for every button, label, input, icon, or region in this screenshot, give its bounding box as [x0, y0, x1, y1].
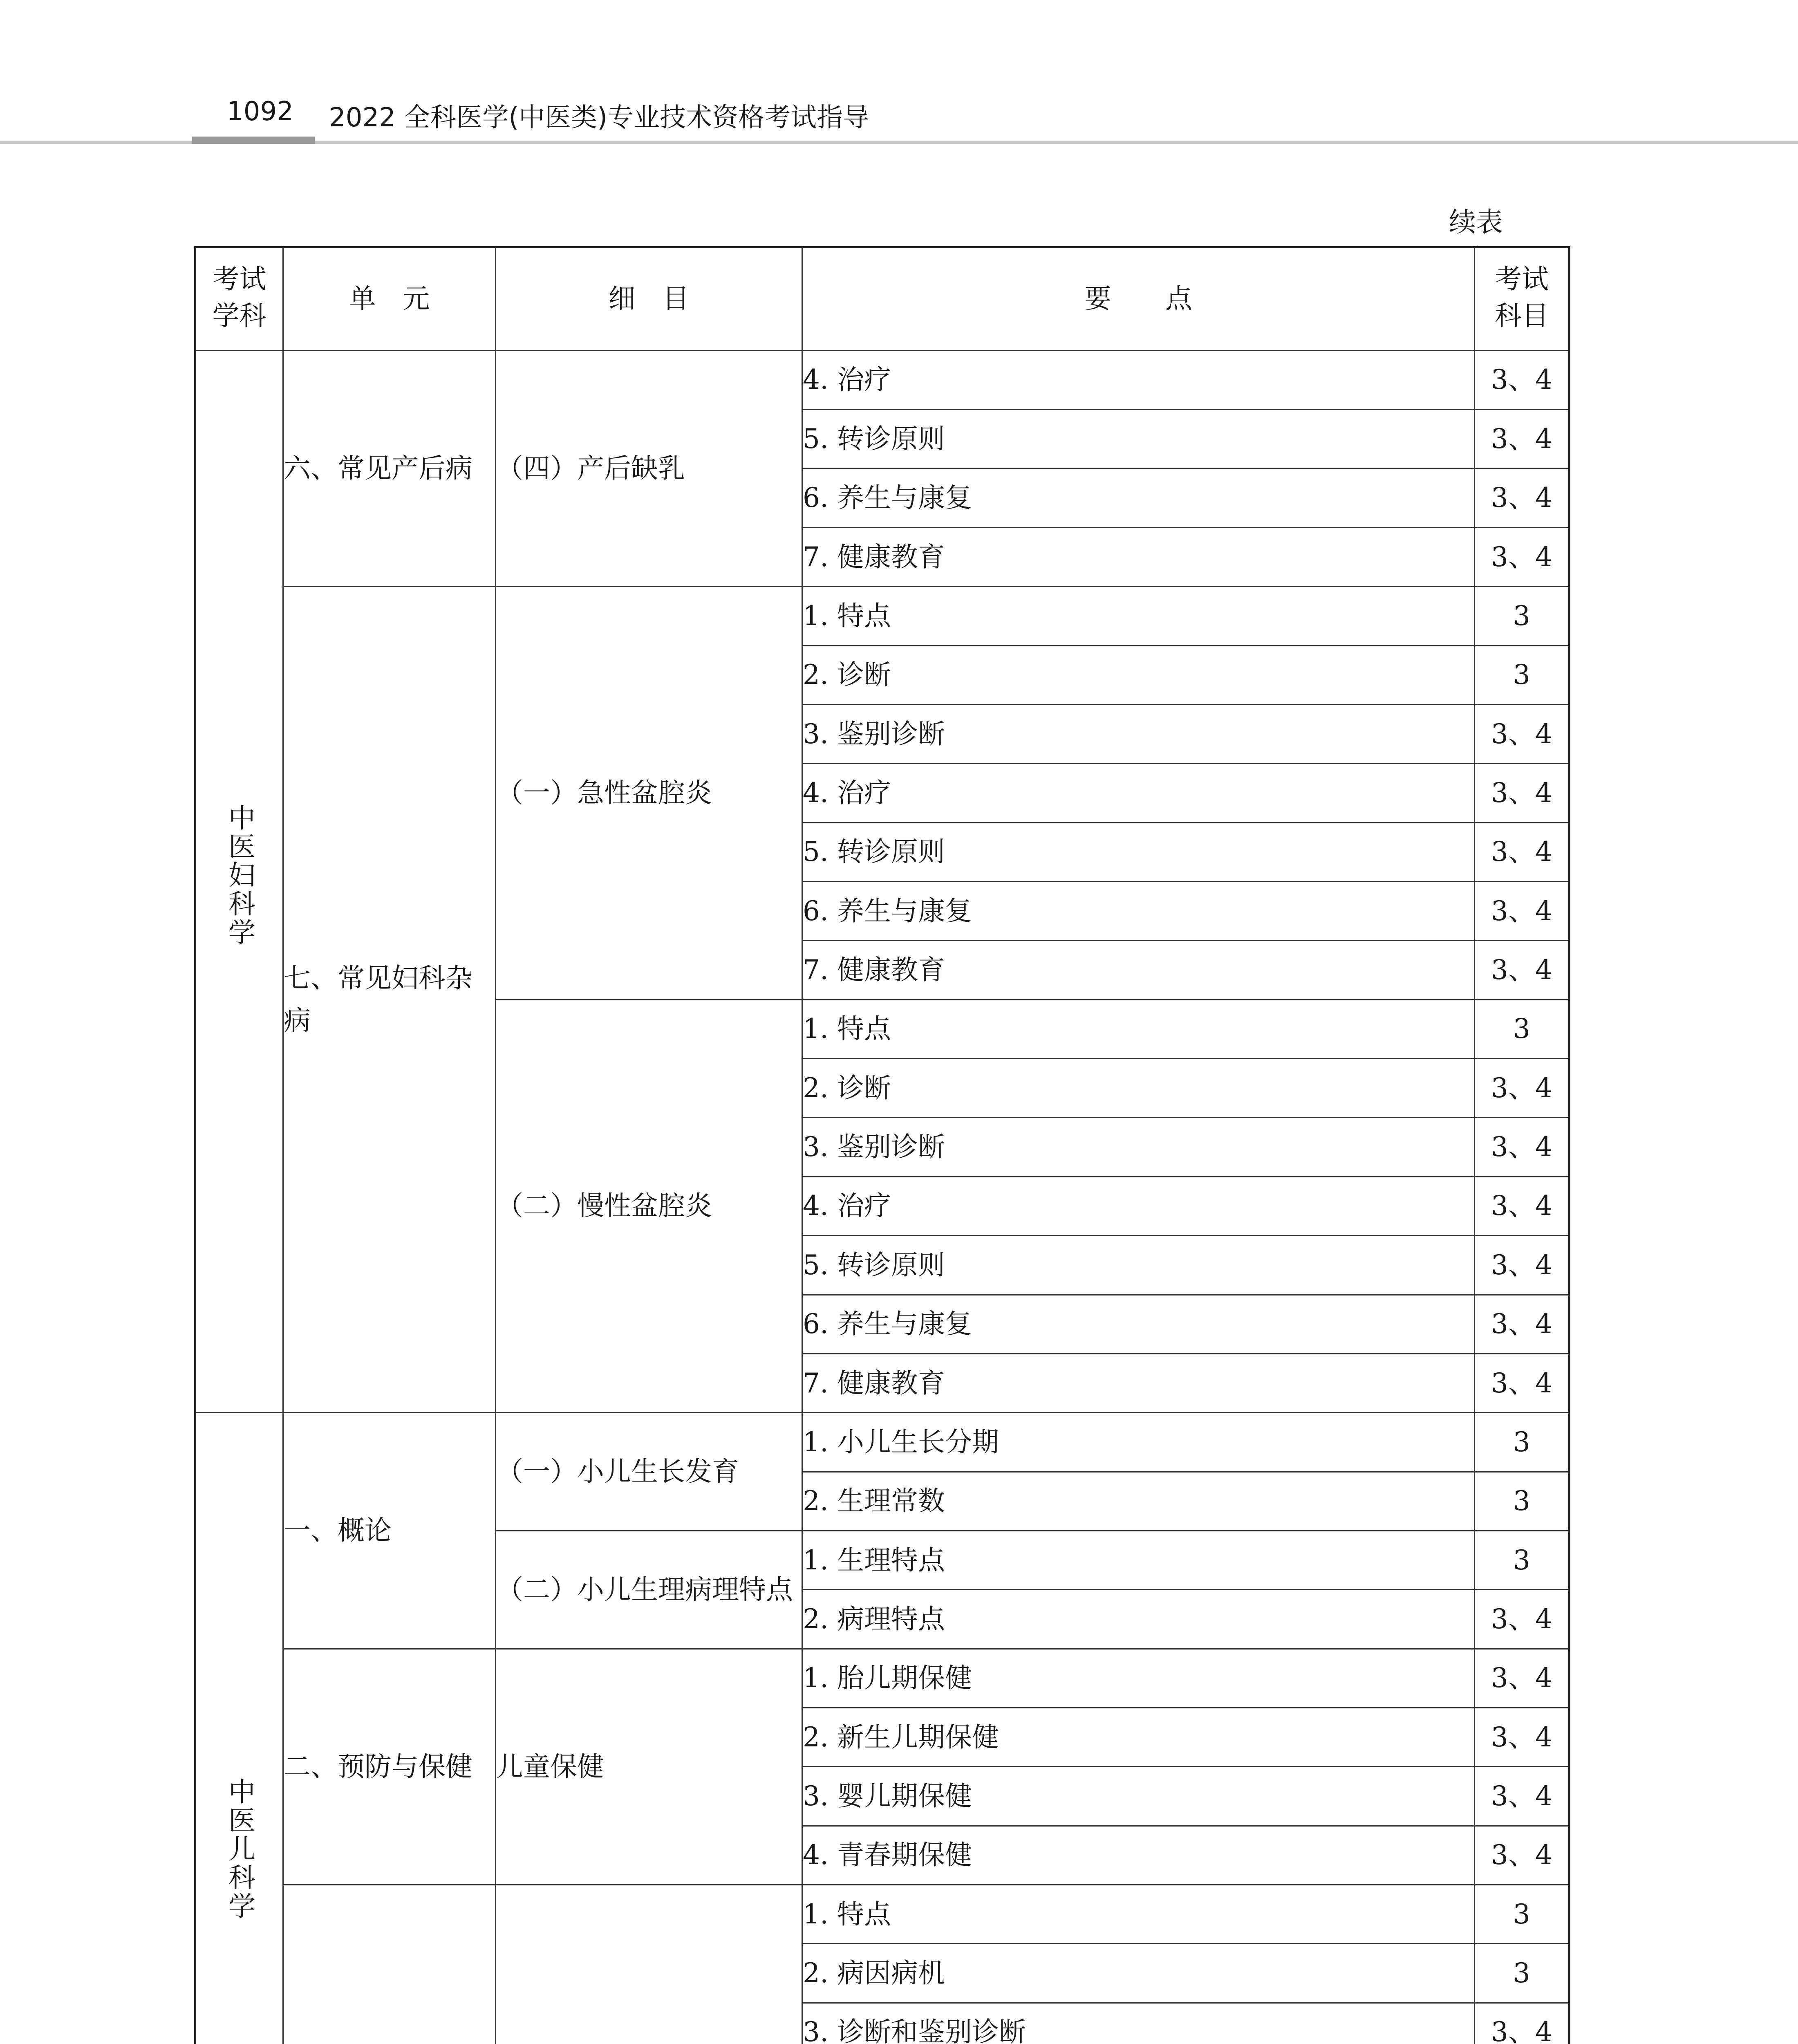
exam-code-cell: 3	[1475, 1531, 1570, 1589]
header-cell-detail: 细 目	[496, 247, 802, 351]
exam-code-cell: 3、4	[1475, 1059, 1570, 1118]
exam-code-cell: 3、4	[1475, 527, 1570, 586]
header-cell-unit: 单 元	[283, 247, 496, 351]
exam-code-cell: 3、4	[1475, 1177, 1570, 1235]
point-cell: 5. 转诊原则	[802, 410, 1475, 468]
point-cell: 1. 特点	[802, 587, 1475, 645]
page-header	[0, 0, 1798, 155]
point-cell: 3. 婴儿期保健	[802, 1767, 1475, 1826]
point-cell: 1. 胎儿期保健	[802, 1649, 1475, 1708]
exam-code-cell: 3、4	[1475, 1767, 1570, 1826]
table-row	[195, 350, 1570, 409]
detail-cell: 儿童保健	[496, 1649, 802, 1885]
subject-cell	[195, 350, 283, 1412]
exam-code-cell: 3、4	[1475, 1708, 1570, 1767]
exam-code-cell: 3	[1475, 1944, 1570, 2003]
exam-code-cell: 3、4	[1475, 468, 1570, 527]
point-cell: 4. 治疗	[802, 764, 1475, 823]
header-cell-subject	[195, 247, 283, 351]
point-cell: 7. 健康教育	[802, 527, 1475, 586]
exam-code-cell: 3、4	[1475, 823, 1570, 881]
detail-cell: （二）小儿生理病理特点	[496, 1531, 802, 1649]
detail-cell: （一）急性盆腔炎	[496, 587, 802, 1000]
header-cell-code	[1475, 247, 1570, 351]
point-cell: 4. 青春期保健	[802, 1826, 1475, 1885]
exam-code-cell: 3、4	[1475, 2003, 1570, 2044]
point-cell: 7. 健康教育	[802, 1354, 1475, 1412]
unit-cell: 二、预防与保健	[283, 1649, 496, 1885]
point-cell: 5. 转诊原则	[802, 1236, 1475, 1295]
detail-cell: （一）小儿生长发育	[496, 1413, 802, 1531]
table-row	[195, 1413, 1570, 1472]
exam-code-cell: 3、4	[1475, 1354, 1570, 1412]
detail-cell: （二）慢性盆腔炎	[496, 1000, 802, 1413]
point-cell: 4. 治疗	[802, 350, 1475, 409]
point-cell: 6. 养生与康复	[802, 881, 1475, 940]
exam-code-cell: 3、4	[1475, 704, 1570, 763]
exam-code-cell: 3	[1475, 1413, 1570, 1472]
table-row	[195, 587, 1570, 645]
point-cell: 3. 鉴别诊断	[802, 704, 1475, 763]
continued-label: 续表	[1449, 206, 1503, 238]
unit-cell: 七、常见妇科杂病	[283, 587, 496, 1413]
header-row	[195, 247, 1570, 351]
point-cell: 2. 诊断	[802, 1059, 1475, 1118]
unit-cell	[283, 1885, 496, 2044]
unit-cell: 六、常见产后病	[283, 350, 496, 586]
exam-code-cell: 3	[1475, 587, 1570, 645]
exam-code-cell: 3、4	[1475, 1295, 1570, 1354]
exam-code-cell: 3、4	[1475, 1649, 1570, 1708]
point-cell: 1. 生理特点	[802, 1531, 1475, 1589]
point-cell: 1. 特点	[802, 1000, 1475, 1058]
exam-code-cell: 3、4	[1475, 941, 1570, 1000]
exam-code-cell: 3、4	[1475, 1826, 1570, 1885]
detail-cell: （四）产后缺乳	[496, 350, 802, 586]
exam-code-cell: 3、4	[1475, 1590, 1570, 1649]
exam-code-cell: 3、4	[1475, 881, 1570, 940]
page-number: 1092	[227, 96, 293, 127]
point-cell: 1. 特点	[802, 1885, 1475, 1944]
syllabus-body	[195, 247, 1570, 2044]
exam-code-cell: 3、4	[1475, 350, 1570, 409]
book-title: 2022 全科医学(中医类)专业技术资格考试指导	[329, 103, 869, 133]
point-cell: 1. 小儿生长分期	[802, 1413, 1475, 1472]
exam-code-cell: 3	[1475, 645, 1570, 704]
exam-code-cell: 3、4	[1475, 1236, 1570, 1295]
detail-cell	[496, 1885, 802, 2044]
exam-code-cell: 3	[1475, 1885, 1570, 1944]
exam-code-cell: 3、4	[1475, 1118, 1570, 1177]
header-rule-accent	[192, 137, 315, 144]
table-row	[195, 1649, 1570, 1708]
header-cell-point: 要 点	[802, 247, 1475, 351]
exam-code-cell: 3	[1475, 1472, 1570, 1531]
point-cell: 6. 养生与康复	[802, 1295, 1475, 1354]
point-cell: 2. 病因病机	[802, 1944, 1475, 2003]
unit-cell: 一、概论	[283, 1413, 496, 1649]
point-cell: 3. 鉴别诊断	[802, 1118, 1475, 1177]
table-row	[195, 1885, 1570, 1944]
header-code-label: 考试科目	[1495, 263, 1549, 332]
subject-cell	[195, 1413, 283, 2044]
point-cell: 5. 转诊原则	[802, 823, 1475, 881]
subject-label: 中医儿科学	[224, 1777, 255, 1921]
point-cell: 6. 养生与康复	[802, 468, 1475, 527]
point-cell: 2. 新生儿期保健	[802, 1708, 1475, 1767]
point-cell: 3. 诊断和鉴别诊断	[802, 2003, 1475, 2044]
point-cell: 2. 生理常数	[802, 1472, 1475, 1531]
point-cell: 7. 健康教育	[802, 941, 1475, 1000]
syllabus-table	[194, 246, 1570, 2044]
header-subject-label: 考试学科	[212, 263, 266, 332]
exam-code-cell: 3	[1475, 1000, 1570, 1058]
subject-label: 中医妇科学	[224, 804, 255, 947]
exam-code-cell: 3、4	[1475, 410, 1570, 468]
point-cell: 2. 病理特点	[802, 1590, 1475, 1649]
point-cell: 4. 治疗	[802, 1177, 1475, 1235]
exam-code-cell: 3、4	[1475, 764, 1570, 823]
point-cell: 2. 诊断	[802, 645, 1475, 704]
